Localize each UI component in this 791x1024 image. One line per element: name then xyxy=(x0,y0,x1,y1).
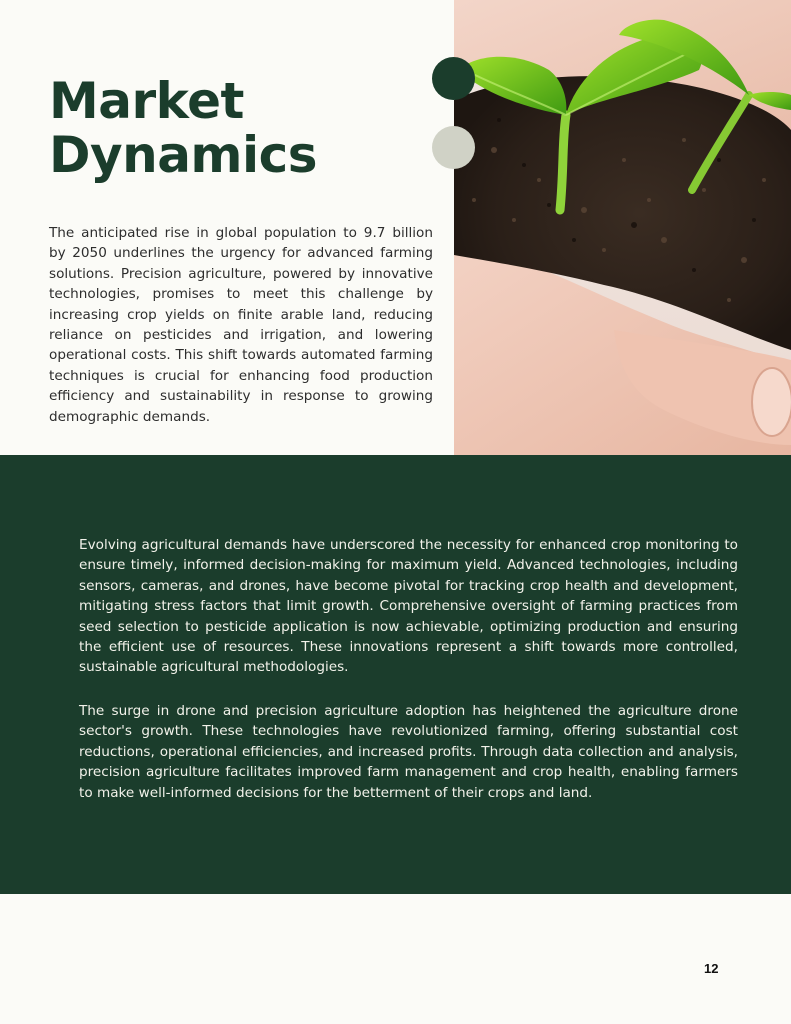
decorative-light-circle xyxy=(432,126,475,169)
body-paragraph-2: The surge in drone and precision agriculture adoption has heightened the agriculture drone sector's growth. These technologies have revolutionized farming, offering substantial cost reductions, operational efficiencies, and increased profits. Through data collection and analysis, precision agriculture facilitates improved farm management and crop health, enabling farmers to make well-informed decisions for the betterment of their crops and land. xyxy=(79,703,738,801)
page-title xyxy=(49,74,317,182)
body-paragraph-1: Evolving agricultural demands have underscored the necessity for enhanced crop monitoring to ensure timely, informed decision-making for maximum yield. Advanced technologies, including sensors, cameras, and drones, have become pivotal for tracking crop health and development, mitigating stress factors that limit growth. Comprehensive oversight of farming practices from seed selection to pesticide application is now achievable, optimizing production and ensuring the efficient use of resources. These innovations represent a shift towards more controlled, sustainable agricultural methodologies. xyxy=(79,537,738,676)
decorative-dark-circle xyxy=(432,57,475,100)
intro-paragraph: The anticipated rise in global population to 9.7 billion by 2050 underlines the urgency for advanced farming solutions. Precision agriculture, powered by innovative technologies, promises to meet this challenge by increasing crop yields on finite arable land, reducing reliance on pesticides and irrigation, and lowering operational costs. This shift towards automated farming techniques is crucial for enhancing food production efficiency and sustainability in response to growing demographic demands. xyxy=(49,225,433,425)
seedling-photo xyxy=(454,0,791,455)
page-title-line-2: Dynamics xyxy=(49,126,318,184)
dark-green-section xyxy=(0,455,791,894)
page-title-line-1: Market xyxy=(49,72,244,130)
page-number: 12 xyxy=(704,961,719,976)
